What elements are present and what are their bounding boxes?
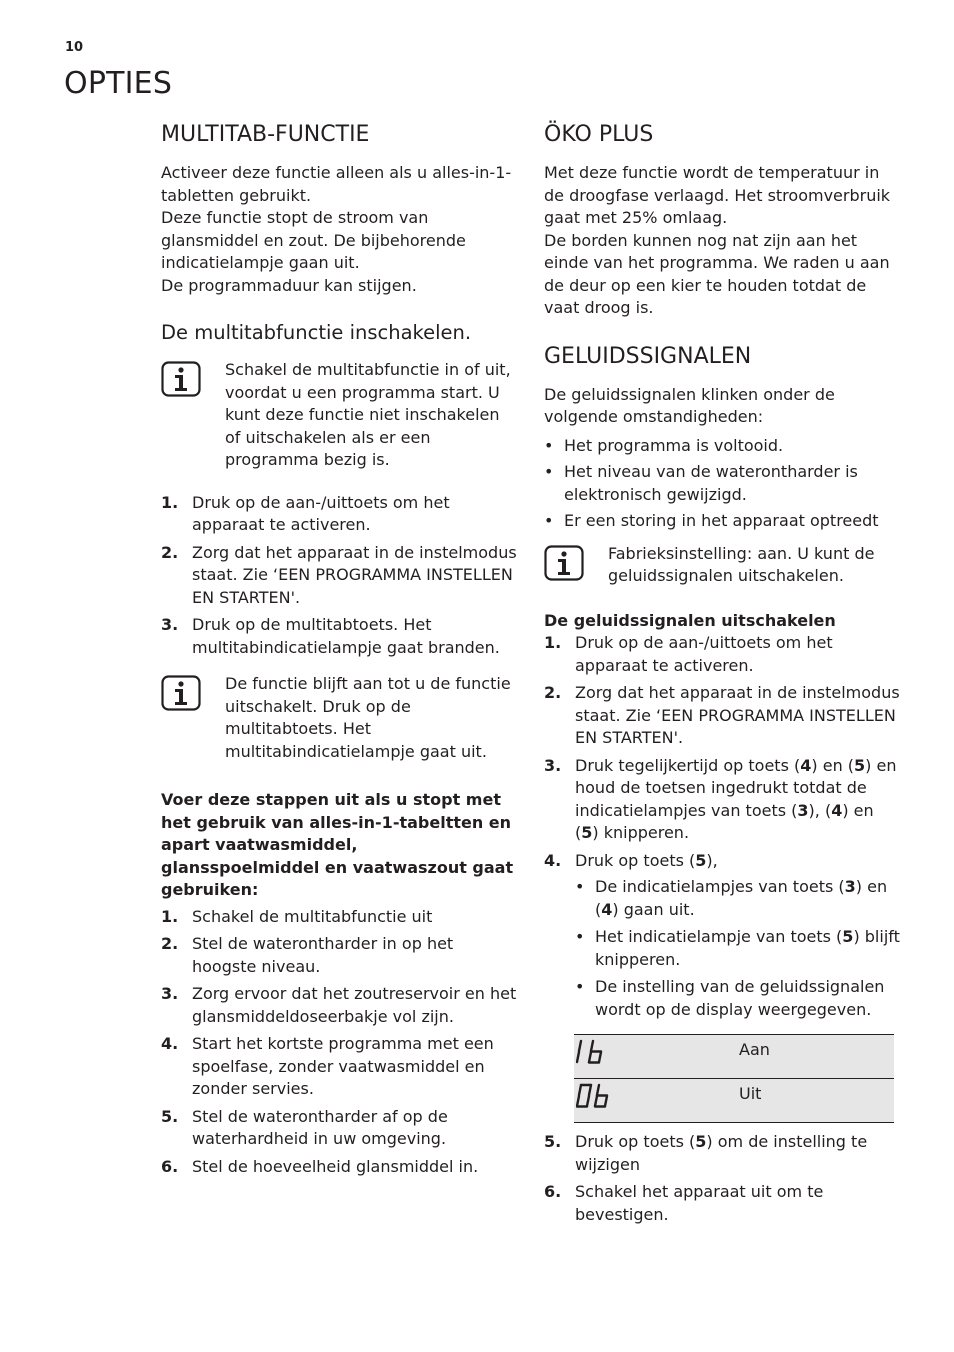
list-item [544,461,900,506]
segment-display-0b [576,1083,618,1109]
step-number: 2. [544,683,562,702]
step-text: Druk op de multitabtoets. Het multitabindicatielampje gaat branden. [192,615,500,657]
list-item [161,933,517,978]
step-number: 6. [544,1182,562,1201]
step-text: Start het kortste programma met een spoelfase, zonder vaatwasmiddel en zonder servies. [192,1034,494,1098]
display-label: Uit [739,1079,894,1123]
multitab-heading: MULTITAB-FUNCTIE [161,122,370,147]
step-number: 3. [161,615,179,634]
bullet: • [544,435,554,455]
bullet-text: De indicatielampjes van toets (3) en (4) gaan uit. [595,877,888,919]
step-number: 1. [161,906,179,926]
list-item [575,926,900,971]
info-note [161,673,517,763]
step-number: 4. [161,1034,179,1053]
list-item [544,1131,900,1176]
bullet: • [575,927,585,946]
display-table [574,1034,894,1123]
list-item [161,1106,517,1151]
bullet-text: Er een storing in het apparaat optreedt [564,511,879,530]
bullet-text: Het niveau van de waterontharder is elektronisch gewijzigd. [564,462,858,504]
page-title: OPTIES [64,66,173,101]
step-text: Schakel de multitabfunctie uit [192,906,433,926]
sound-intro: De geluidssignalen klinken onder de volgende omstandigheden: [544,384,835,426]
table-row [574,1035,894,1079]
list-item [544,1181,900,1226]
info-icon [161,359,225,472]
sound-steps-cont [544,1131,900,1226]
step-number: 3. [161,984,179,1003]
info-icon [161,673,225,763]
step-text: Stel de waterontharder af op de waterhardheid in uw omgeving. [192,1106,448,1148]
sound-heading: GELUIDSSIGNALEN [544,343,752,369]
list-item [161,1033,517,1101]
step-text: Druk op toets (5) om de instelling te wijzigen [575,1132,868,1174]
multitab-intro-line: Activeer deze functie alleen als u alles-in-1-tabletten gebruikt. [161,163,512,205]
bullet-text: Het programma is voltooid. [564,435,784,455]
oko-paragraph: Met deze functie wordt de temperatuur in de droogfase verlaagd. Het stroomverbruik gaat met 25% omlaag. [544,163,891,227]
list-item [575,876,900,921]
list-item [161,983,517,1028]
step-number: 5. [161,1106,179,1126]
step-number: 5. [544,1132,562,1151]
list-item [161,614,517,659]
sub-bullets [575,876,900,1021]
sound-bullets [544,435,900,533]
right-column [544,120,900,1231]
step-text: Schakel het apparaat uit om te bevestigen. [575,1182,824,1224]
bullet: • [544,462,554,481]
info-note [544,543,900,588]
step-text: Stel de hoeveelheid glansmiddel in. [192,1156,479,1176]
info-note [161,359,517,472]
display-code-cell [574,1035,739,1079]
step-number: 1. [544,633,562,652]
list-item [161,542,517,610]
info-note-text: De functie blijft aan tot u de functie uitschakelt. Druk op de multitabtoets. Het multitabindicatielampje gaat uit. [225,674,511,761]
list-item [161,1156,517,1179]
step-text: Zorg dat het apparaat in de instelmodus staat. Zie ‘EEN PROGRAMMA INSTELLEN EN STARTEN'. [575,683,900,747]
step-number: 3. [544,755,562,775]
list-item [575,976,900,1021]
step-text: Zorg ervoor dat het zoutreservoir en het glansmiddeldoseerbakje vol zijn. [192,984,517,1026]
list-item [544,755,900,845]
step-number: 6. [161,1156,179,1176]
step-text: Druk tegelijkertijd op toets (4) en (5) en houd de toetsen ingedrukt totdat de indicatielampjes van toets (3), (4) en (5) knipperen. [575,755,897,842]
segment-display-1b [576,1039,610,1065]
info-note-text: Fabrieksinstelling: aan. U kunt de geluidssignalen uitschakelen. [608,543,875,585]
list-item [161,906,517,929]
list-item [544,510,900,533]
display-label: Aan [739,1035,894,1079]
stop-steps [161,906,517,1179]
bullet-text: De instelling van de geluidssignalen wordt op de display weergegeven. [595,977,885,1019]
step-text: Zorg dat het apparaat in de instelmodus staat. Zie ‘EEN PROGRAMMA INSTELLEN EN STARTEN'. [192,542,517,607]
stop-heading: Voer deze stappen uit als u stopt met het gebruik van alles-in-1-tabeltten en apart vaatwasmiddel, glansspoelmiddel en vaatwaszout gaat gebruiken: [161,790,514,899]
bullet-text: Het indicatielampje van toets (5) blijft knipperen. [595,927,900,969]
step-number: 4. [544,850,562,870]
page-number: 10 [65,40,84,55]
multitab-intro-line: Deze functie stopt de stroom van glansmiddel en zout. De bijbehorende indicatielampje gaan uit. [161,208,466,272]
list-item [544,850,900,1027]
multitab-subheading: De multitabfunctie inschakelen. [161,321,472,344]
oko-paragraph: De borden kunnen nog nat zijn aan het einde van het programma. We raden u aan de deur op een kier te houden totdat de vaat droog is. [544,230,890,317]
sound-steps [544,632,900,1026]
bullet: • [544,511,554,530]
multitab-steps [161,492,517,660]
step-text: Druk op de aan-/uittoets om het apparaat te activeren. [192,492,450,534]
bullet: • [575,877,585,896]
step-number: 1. [161,492,179,512]
sound-subheading: De geluidssignalen uitschakelen [544,610,836,630]
list-item [544,632,900,677]
multitab-intro [161,162,517,297]
bullet: • [575,977,585,996]
info-icon [544,543,608,588]
oko-text [544,162,900,320]
step-number: 2. [161,542,179,562]
info-note-text: Schakel de multitabfunctie in of uit, voordat u een programma start. U kunt deze functie niet inschakelen of uitschakelen als er een programma bezig is. [225,360,511,469]
display-code-cell [574,1079,739,1123]
step-text: Druk op de aan-/uittoets om het apparaat te activeren. [575,633,833,675]
list-item [544,435,900,458]
list-item [161,492,517,537]
table-row [574,1079,894,1123]
list-item [544,682,900,750]
oko-heading: ÖKO PLUS [544,122,654,147]
step-text: Druk op toets (5), • De indicatielampjes van toets (3) en (4) gaan uit. • Het indicatielampje van toets (5) blijft knipperen. • De instelling van de geluidssignalen wordt op de display weergegeven. [575,850,900,1027]
multitab-intro-line: De programmaduur kan stijgen. [161,275,417,295]
step-text: Stel de waterontharder in op het hoogste niveau. [192,934,454,976]
left-column [161,120,517,1183]
step-number: 2. [161,934,179,953]
